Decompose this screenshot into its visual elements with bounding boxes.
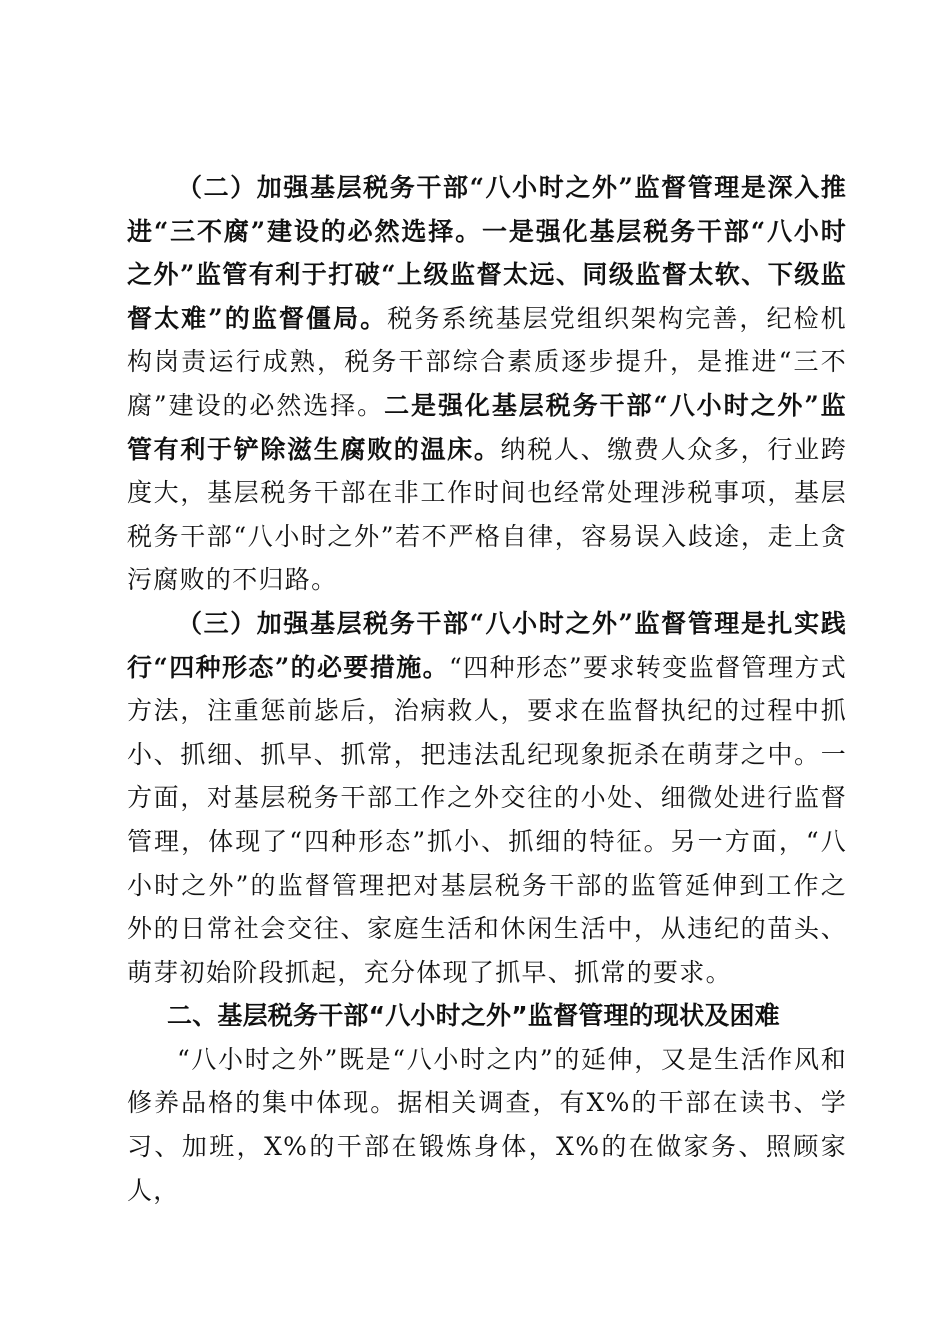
paragraph-3	[127, 602, 847, 994]
paragraph-2-bold-mid: 二是强化基层税务干部“八小时之外”监管有利于铲除滋生腐败的温床。	[127, 390, 847, 464]
paragraph-3-body: “四种形态”要求转变监督管理方式方法，注重惩前毖后，治病救人，要求在监督执纪的过程中抓小、抓细、抓早、抓常，把违法乱纪现象扼杀在萌芽之中。一方面，对基层税务干部工作之外交往的小处、细微处进行监督管理，体现了“四种形态”抓小、抓细的特征。另一方面，“八小时之外”的监督管理把对基层税务干部的监管延伸到工作之外的日常社会交往、家庭生活和休闲生活中，从违纪的苗头、萌芽初始阶段抓起，充分体现了抓早、抓常的要求。	[127, 652, 847, 987]
paragraph-2-body-1: 税务系统基层党组织架构完善，纪检机构岗责运行成熟，税务干部综合素质逐步提升，是推进“三不腐”建设的必然选择。	[127, 303, 847, 420]
paragraph-2	[127, 166, 847, 602]
closing-paragraph: “八小时之外”既是“八小时之内”的延伸，又是生活作风和修养品格的集中体现。据相关调查，有X%的干部在读书、学习、加班，X%的干部在锻炼身体，X%的在做家务、照顾家人，	[127, 1044, 847, 1205]
paragraph-2-body-2: 纳税人、缴费人众多，行业跨度大，基层税务干部在非工作时间也经常处理涉税事项，基层税务干部“八小时之外”若不严格自律，容易误入歧途，走上贪污腐败的不归路。	[127, 434, 847, 595]
paragraph-3-bold-lead: （三）加强基层税务干部“八小时之外”监督管理是扎实践行“四种形态”的必要措施。	[127, 608, 847, 682]
section-heading: 二、基层税务干部“八小时之外”监督管理的现状及困难	[167, 1001, 780, 1031]
document-page	[127, 166, 847, 1212]
paragraph-2-bold-lead: （二）加强基层税务干部“八小时之外”监督管理是深入推进“三不腐”建设的必然选择。一是强化基层税务干部“八小时之外”监管有利于打破“上级监督太远、同级监督太软、下级监督太难”的监督僵局。	[127, 173, 847, 333]
